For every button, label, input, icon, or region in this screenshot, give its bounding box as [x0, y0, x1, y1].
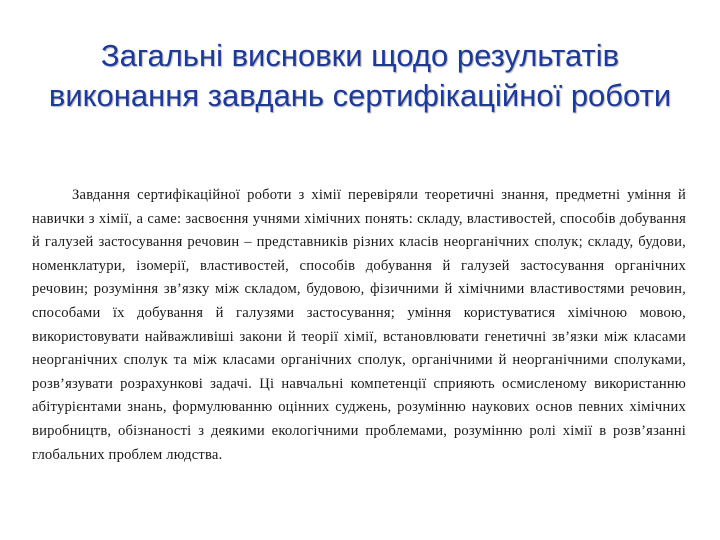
- slide-title-line-2: виконання завдань сертифікаційної роботи: [48, 78, 672, 113]
- slide-title: [20, 36, 700, 116]
- body-paragraph: Завдання сертифікаційної роботи з хімії перевіряли теоретичні знання, предметні уміння й навички з хімії, а саме: засвоєння учнями хімічних понять: складу, властивостей, способів добування й галузей застосування речовин – представників різних класів неорганічних сполук; складу, будови, номенклатури, ізомерії, властивостей, способів добування й галузей застосування органічних речовин; розуміння зв’язку між складом, будовою, фізичними й хімічними властивостями речовин, способами їх добування й галузями застосування; уміння користуватися хімічною мовою, використовувати найважливіші закони й теорії хімії, встановлювати генетичні зв’язки між класами неорганічних сполук та між класами органічних сполук, органічними й неорганічними сполуками, розв’язувати розрахункові задачі. Ці навчальні компетенції сприяють осмисленому використанню абітурієнтами знань, формулюванню оцінних суджень, розумінню наукових основ певних хімічних виробництв, обізнаності з деякими екологічними проблемами, розумінню ролі хімії в розв’язанні глобальних проблем людства.: [32, 187, 686, 463]
- slide-title-line-1: Загальні висновки щодо результатів: [100, 38, 620, 73]
